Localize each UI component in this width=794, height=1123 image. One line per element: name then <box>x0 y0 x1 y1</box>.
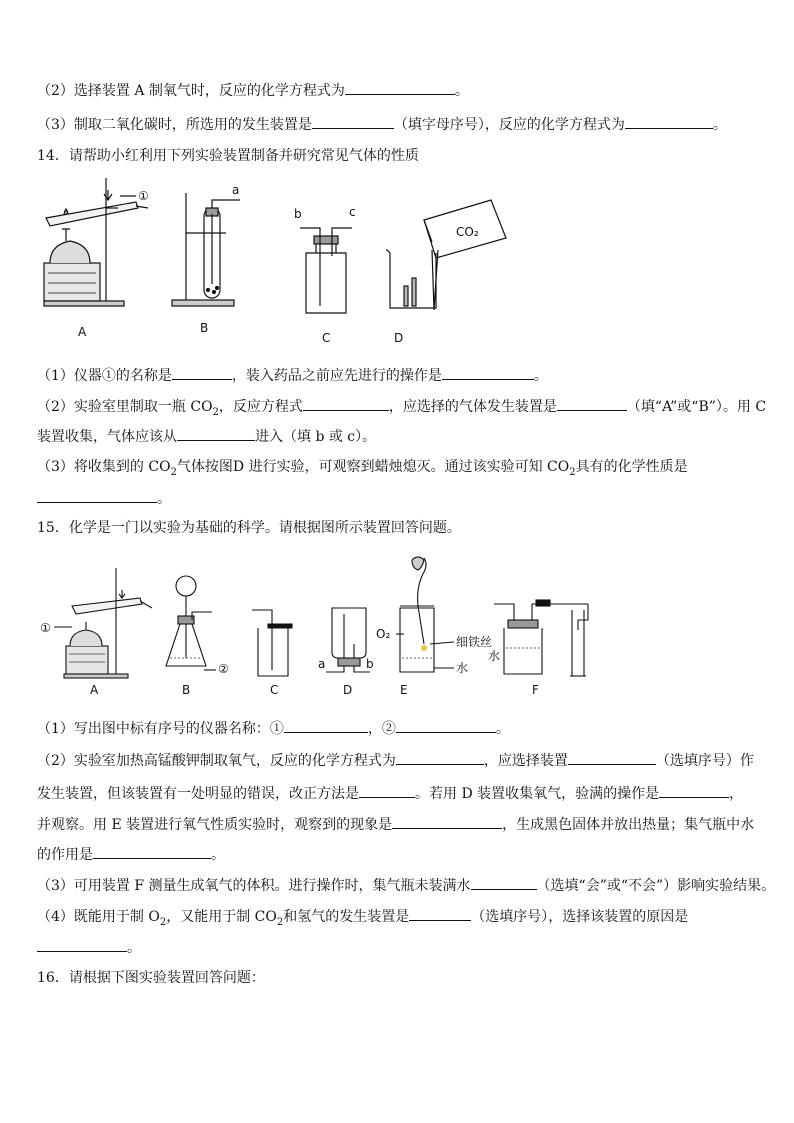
q15-part3 <box>37 875 775 896</box>
answer-blank[interactable] <box>37 937 127 952</box>
text: （2）选择装置 A 制氧气时，反应的化学方程式为 <box>37 83 345 99</box>
text: 发生装置，但该装置有一处明显的错误，改正方法是 <box>37 786 359 802</box>
answer-blank[interactable] <box>442 365 534 380</box>
fig-label-c: C <box>322 331 331 345</box>
q15-part2-cont3 <box>37 844 225 865</box>
subscript: 2 <box>170 466 177 478</box>
answer-blank[interactable] <box>93 844 211 859</box>
fig-label-f: F <box>532 683 539 697</box>
fig-label-co2: CO₂ <box>456 225 479 239</box>
fig-label-a: A <box>90 683 99 697</box>
answer-blank[interactable] <box>345 80 455 95</box>
fig-label-water-e: 水 <box>456 661 469 675</box>
fig-label-circle1: ① <box>40 621 51 635</box>
subscript: 2 <box>159 916 167 928</box>
apparatus-a <box>44 178 148 306</box>
fig-label-o2: O₂ <box>376 627 391 641</box>
answer-blank[interactable] <box>37 488 157 503</box>
text: 。 <box>495 721 510 737</box>
text: ，生成黑色固体并放出热量；集气瓶中水 <box>502 817 755 833</box>
apparatus-e <box>400 557 434 672</box>
text: 。 <box>157 491 171 507</box>
q15-figure <box>36 548 596 704</box>
fig-label-wire: 细铁丝 <box>456 635 493 649</box>
answer-blank[interactable] <box>568 750 656 765</box>
q16-title: 16．请根据下图实验装置回答问题： <box>37 970 265 986</box>
text: 和氢气的发生装置是 <box>283 909 410 925</box>
text: ，装入药品之前应先进行的操作是 <box>231 368 442 384</box>
text: （3）将收集到的 CO <box>37 459 171 475</box>
fig-label-circle1: ① <box>138 189 149 203</box>
q15-title: 15．化学是一门以实验为基础的科学。请根据图所示装置回答问题。 <box>37 520 461 536</box>
q15-part4 <box>37 906 688 933</box>
text: （选填“会”或“不会”）影响实验结果。 <box>536 878 776 894</box>
text: 的作用是 <box>37 847 93 863</box>
text: （填“A”或“B”）。用 C <box>626 399 767 415</box>
text: 。若用 D 装置收集氧气，验满的操作是 <box>415 786 660 802</box>
answer-blank[interactable] <box>625 114 713 129</box>
text: 气体按图D 进行实验，可观察到蜡烛熄灭。通过该实验可知 CO <box>176 459 570 475</box>
apparatus-d <box>326 608 370 672</box>
answer-blank[interactable] <box>409 906 471 921</box>
text: 进入（填 b 或 c）。 <box>255 429 377 445</box>
apparatus-f <box>494 600 588 676</box>
fig-label-b: B <box>200 321 209 335</box>
subscript: 2 <box>276 916 284 928</box>
fig-label-d: D <box>343 683 353 697</box>
text: ，② <box>367 721 396 737</box>
q13-part3 <box>37 114 727 135</box>
q14-part2-cont <box>37 426 376 447</box>
text: ，又能用于制 CO <box>166 909 277 925</box>
q15-part2 <box>37 750 754 771</box>
text: （2）实验室里制取一瓶 CO <box>37 399 213 415</box>
text: ，应选择的气体发生装置是 <box>388 399 557 415</box>
q14-part3 <box>37 457 688 483</box>
text: 具有的化学性质是 <box>575 459 688 475</box>
fig-label-b-port: b <box>294 207 302 221</box>
apparatus-d <box>386 200 506 310</box>
text: ，反应方程式 <box>218 399 303 415</box>
apparatus-a <box>64 568 152 678</box>
answer-blank[interactable] <box>659 783 729 798</box>
text: （4）既能用于制 O <box>37 909 160 925</box>
subscript: 2 <box>212 406 219 418</box>
fig-label-a-port: a <box>318 657 326 671</box>
fig-label-b-port: b <box>366 657 374 671</box>
text: 。 <box>127 940 141 956</box>
text: （1）写出图中标有序号的仪器名称：① <box>37 721 284 737</box>
text: （3）制取二氧化碳时，所选用的发生装置是 <box>37 117 312 133</box>
answer-blank[interactable] <box>284 718 368 733</box>
q13-part2 <box>37 80 469 101</box>
answer-blank[interactable] <box>557 396 627 411</box>
answer-blank[interactable] <box>471 875 537 890</box>
answer-blank[interactable] <box>392 814 502 829</box>
q15-part4-cont <box>37 937 141 958</box>
fig-label-a-port: a <box>232 183 240 197</box>
text: （选填序号），选择该装置的原因是 <box>471 909 689 925</box>
text: 并观察。用 E 装置进行氧气性质实验时，观察到的现象是 <box>37 817 393 833</box>
text: 。 <box>712 117 727 133</box>
subscript: 2 <box>569 466 576 478</box>
q14-figure <box>36 178 516 348</box>
fig-label-a: A <box>78 325 87 339</box>
text: （3）可用装置 F 测量生成氧气的体积。进行操作时，集气瓶未装满水 <box>37 878 471 894</box>
q15-part1 <box>37 718 510 739</box>
answer-blank[interactable] <box>396 750 484 765</box>
text: （选填序号）作 <box>655 753 754 769</box>
q15-part2-cont <box>37 783 743 804</box>
text: 。 <box>454 83 469 99</box>
text: （填字母序号），反应的化学方程式为 <box>393 117 625 133</box>
apparatus-b <box>166 576 212 666</box>
apparatus-c <box>252 610 292 676</box>
answer-blank[interactable] <box>359 783 415 798</box>
text: ， <box>729 786 744 802</box>
fig-label-water-f: 水 <box>488 649 501 663</box>
fig-label-c-port: c <box>349 205 356 219</box>
text: （1）仪器①的名称是 <box>37 368 172 384</box>
text: ，应选择装置 <box>483 753 568 769</box>
answer-blank[interactable] <box>177 426 255 441</box>
text: 。 <box>211 847 225 863</box>
apparatus-b <box>172 193 240 306</box>
text: （2）实验室加热高锰酸钾制取氧气，反应的化学方程式为 <box>37 753 396 769</box>
fig-label-circle2: ② <box>218 662 229 676</box>
fig-label-d: D <box>394 331 404 345</box>
fig-label-e: E <box>400 683 408 697</box>
q14-title: 14．请帮助小红利用下列实验装置制备并研究常见气体的性质 <box>37 148 419 164</box>
answer-blank[interactable] <box>172 365 232 380</box>
text: 装置收集，气体应该从 <box>37 429 177 445</box>
apparatus-c <box>300 228 352 313</box>
answer-blank[interactable] <box>396 718 496 733</box>
answer-blank[interactable] <box>312 114 394 129</box>
q15-part2-cont2 <box>37 814 754 835</box>
answer-blank[interactable] <box>303 396 389 411</box>
q14-part3-cont <box>37 488 171 509</box>
q14-part1 <box>37 365 548 386</box>
q14-part2 <box>37 396 766 423</box>
text: 。 <box>533 368 548 384</box>
fig-label-b: B <box>182 683 191 697</box>
fig-label-c: C <box>270 683 279 697</box>
